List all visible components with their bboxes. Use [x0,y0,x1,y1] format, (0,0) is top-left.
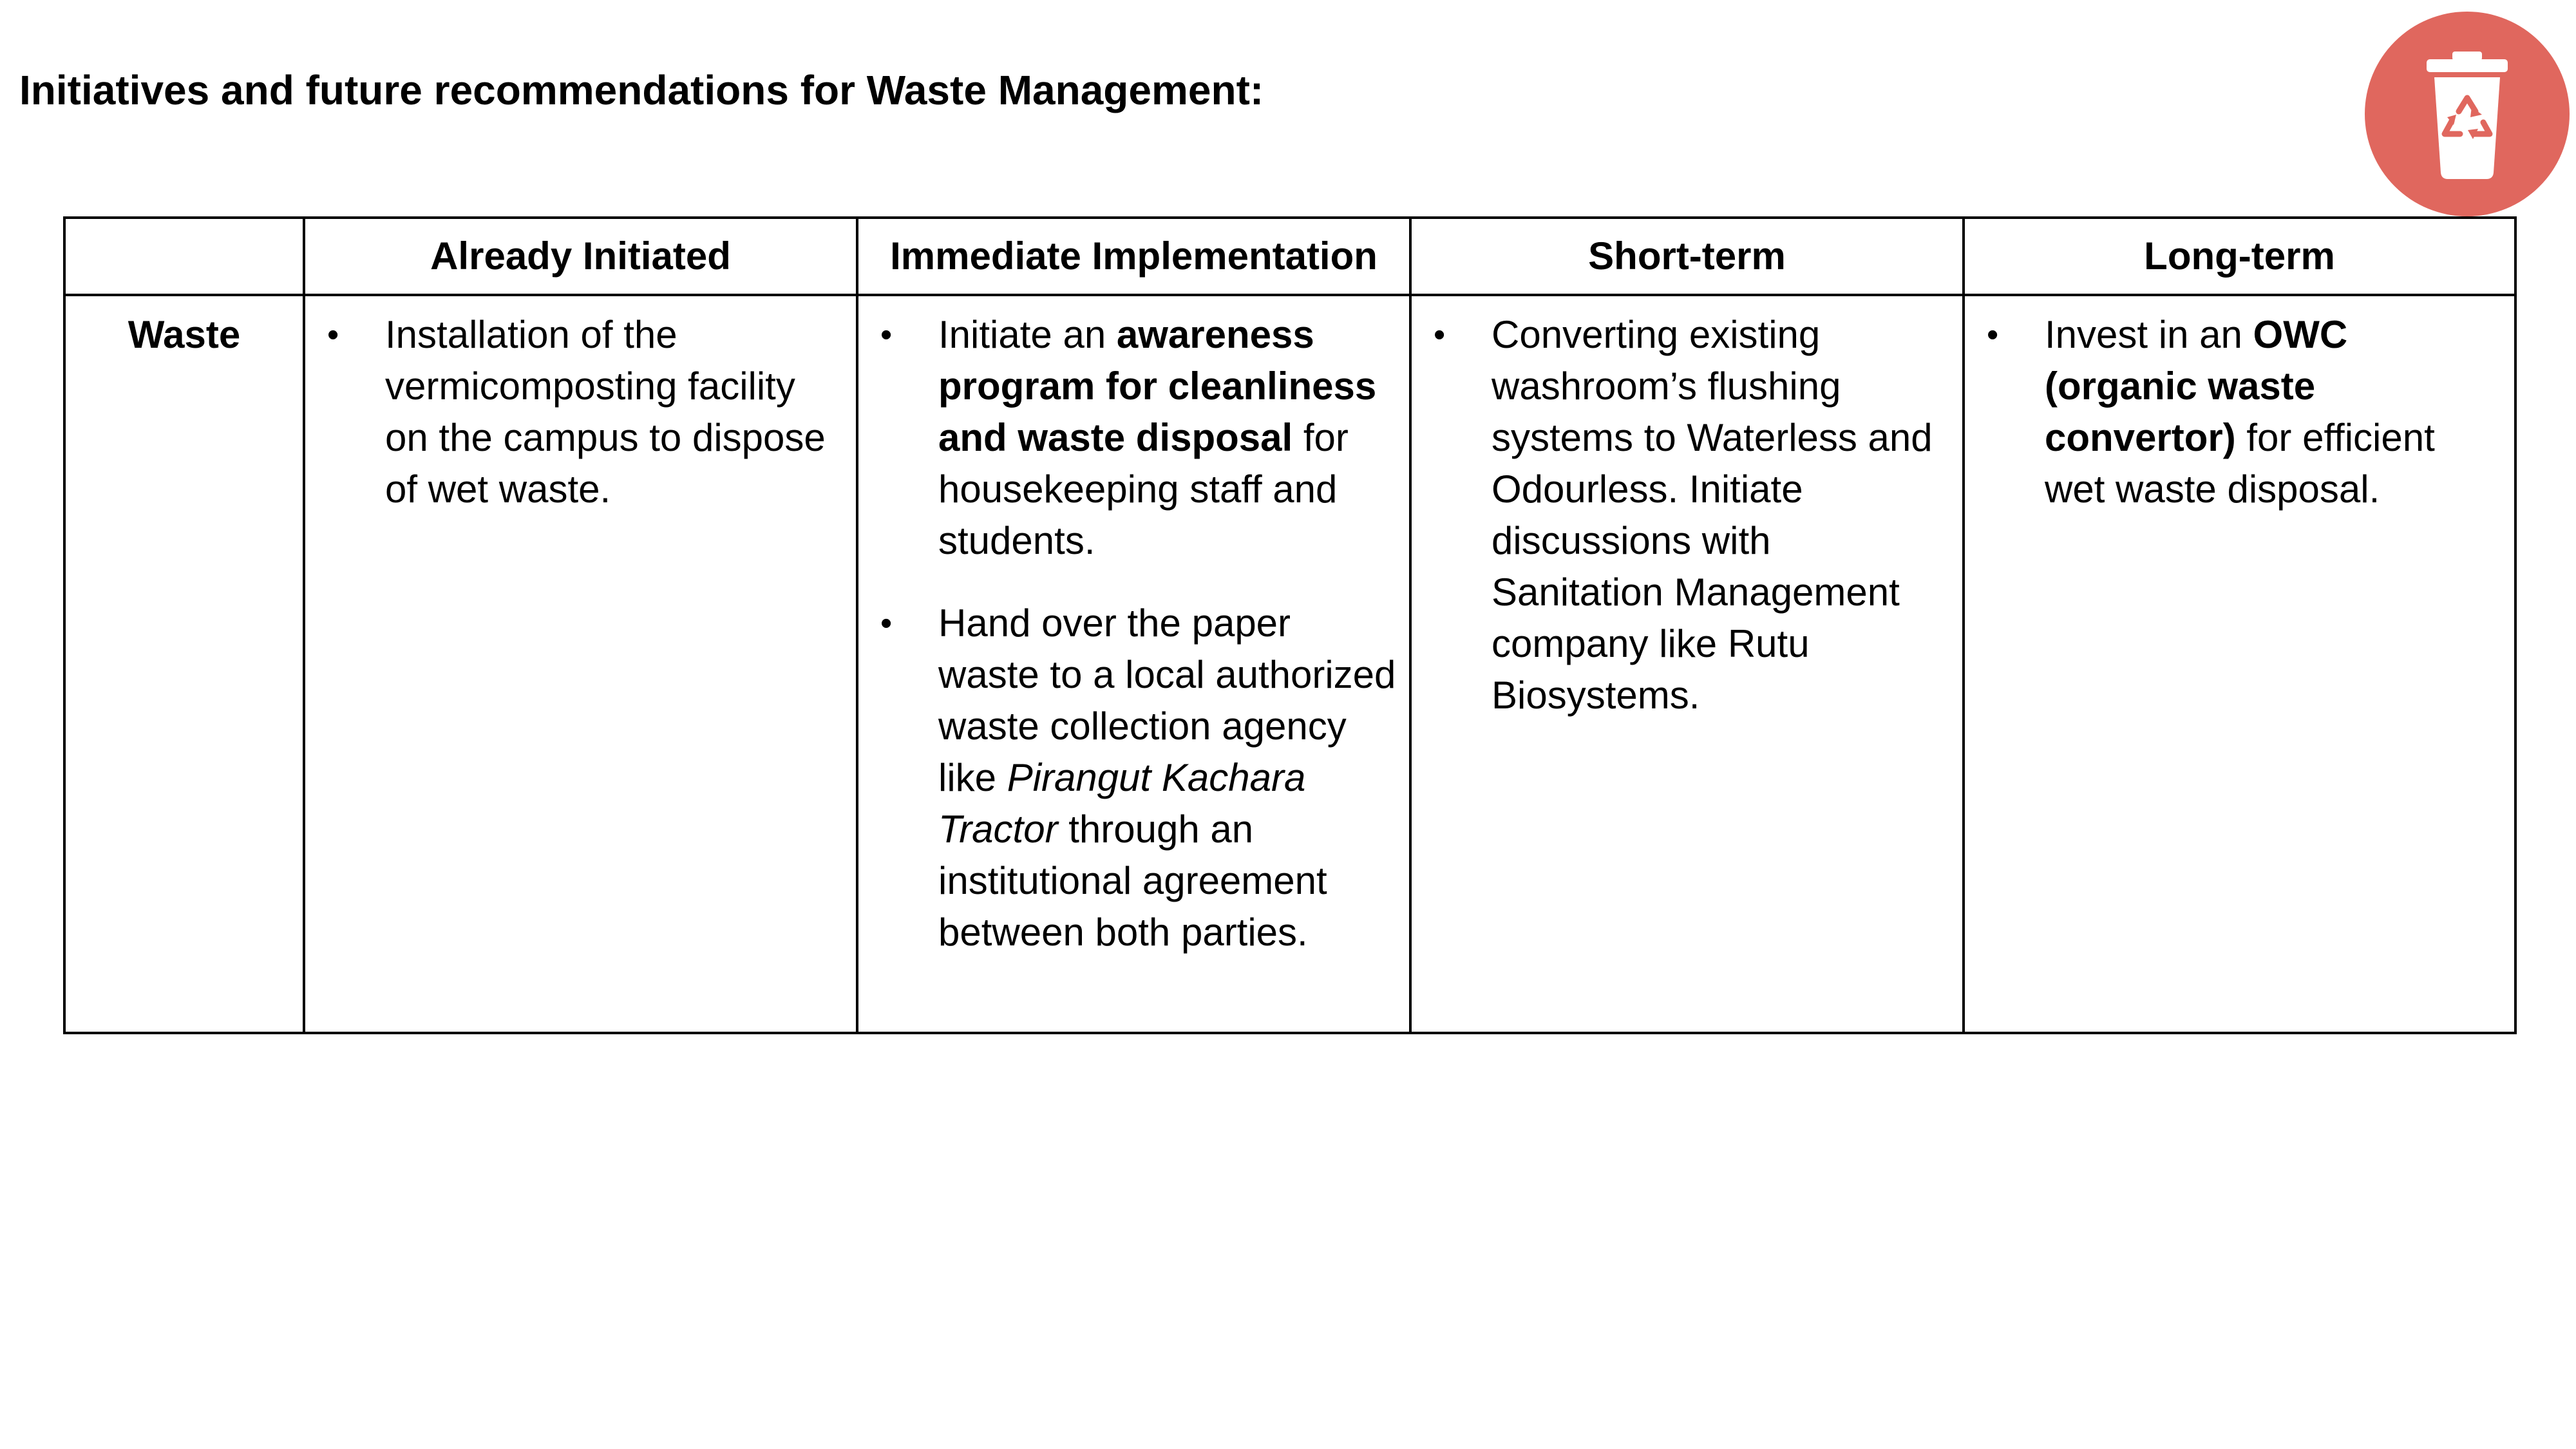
item-text: Installation of the vermicomposting facility on the campus to dispose of wet waste. [385,313,826,511]
list-item [869,309,1399,567]
list-item [869,598,1399,958]
item-text: Hand over the paper waste to a local authorized waste collection agency like [938,601,1396,799]
bullet: • [327,316,339,354]
item-text: Invest in an [2045,313,2253,356]
bullet: • [880,605,893,642]
bullet: • [880,316,893,354]
cell-long-term [1964,295,2515,1033]
list-item [1422,309,1952,721]
header-already-initiated: Already Initiated [304,218,857,295]
list-item [1975,309,2504,515]
header-empty-cell [64,218,304,295]
cell-immediate-implementation [857,295,1410,1033]
cell-already-initiated [304,295,857,1033]
item-text-italic: Pirangut Kachara Tractor [938,756,1306,851]
item-text: through an institutional agreement between both parties. [938,808,1327,954]
recycle-bin-icon [2365,12,2570,216]
item-text: for housekeeping staff and students. [938,416,1349,562]
cell-short-term [1410,295,1964,1033]
item-text: for efficient wet waste disposal. [2045,416,2435,511]
list-item [316,309,846,515]
waste-initiatives-table [63,216,2517,1034]
header-immediate-implementation: Immediate Implementation [857,218,1410,295]
header-row [64,218,2515,295]
bullet: • [1434,316,1446,354]
item-text-bold: OWC (organic waste convertor) [2045,313,2348,459]
row-label-waste: Waste [64,295,304,1033]
item-text: Converting existing washroom’s flushing systems to Waterless and Odourless. Initiate discussions with Sanitation Management company like Rutu Biosystems. [1492,313,1933,717]
header-short-term: Short-term [1410,218,1964,295]
header-long-term: Long-term [1964,218,2515,295]
item-text: Initiate an [938,313,1117,356]
table-row [64,295,2515,1033]
page-title: Initiatives and future recommendations for Waste Management: [19,67,1264,113]
item-text-bold: awareness program for cleanliness and waste disposal [938,313,1377,459]
bullet: • [1987,316,1999,354]
